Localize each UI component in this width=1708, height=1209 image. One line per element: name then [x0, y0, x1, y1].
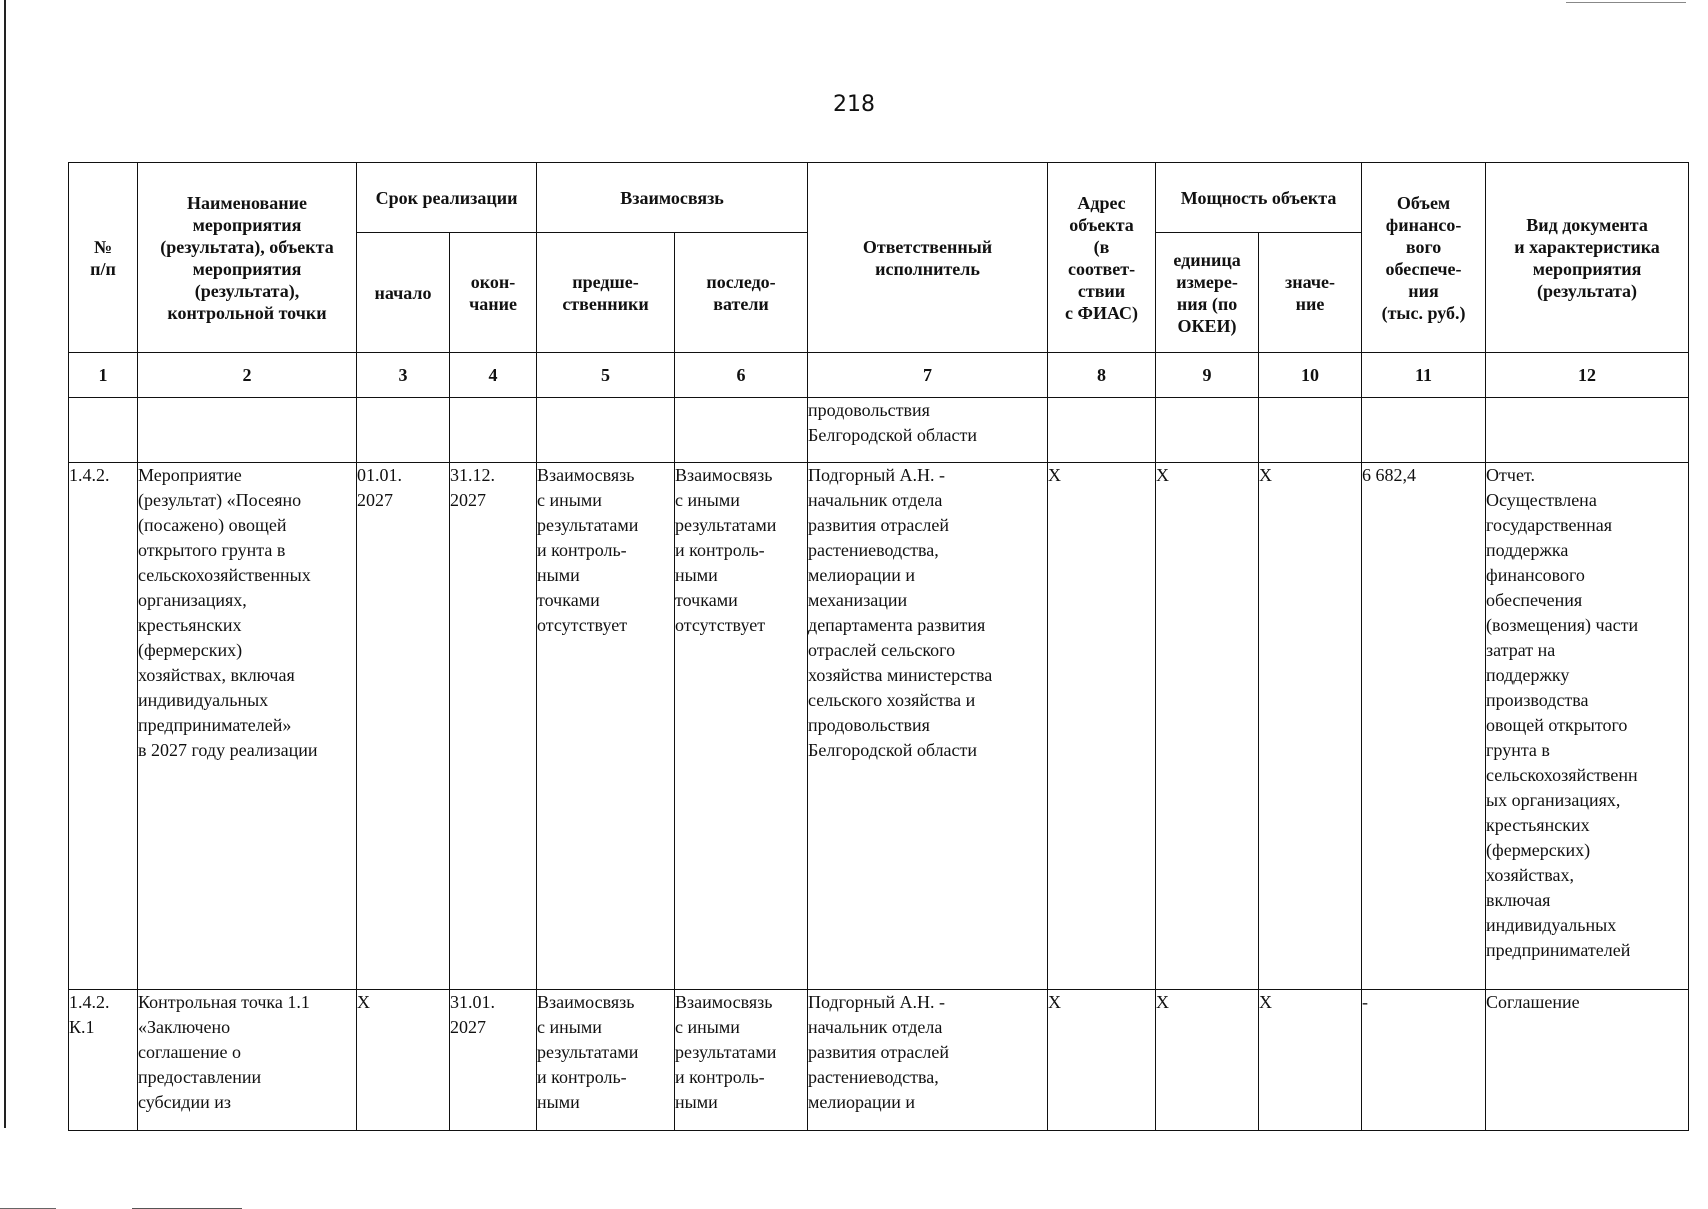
cell-value: X [1259, 463, 1362, 990]
cell-name: Мероприятие (результат) «Посеяно (посажено) овощей открытого грунта в сельскохозяйственных организациях, крестьянских (фермерских) хозяйствах, включая индивидуальных предпринимателей» в 2027 году реализации [138, 463, 357, 990]
cell-successors: Взаимосвязь с иными результатами и контроль- ными точками отсутствует [675, 463, 808, 990]
cell-finance: 6 682,4 [1362, 463, 1486, 990]
cell-address: X [1048, 990, 1156, 1131]
cell-doc-type: Отчет. Осуществлена государственная поддержка финансового обеспечения (возмещения) части затрат на поддержку производства овощей открытого грунта в сельскохозяйственн ых организациях, крестьянских (фермерских) хозяйствах, включая индивидуальных предпринимателей [1486, 463, 1689, 990]
header-capacity: Мощность объекта [1156, 163, 1362, 233]
table-row-1-4-2 [69, 463, 1689, 990]
header-term-end: окон- чание [450, 233, 537, 353]
column-number: 8 [1048, 353, 1156, 398]
header-finance: Объем финансо- вого обеспече- ния (тыс. руб.) [1362, 163, 1486, 353]
column-number: 6 [675, 353, 808, 398]
cell-unit: X [1156, 463, 1259, 990]
column-number: 10 [1259, 353, 1362, 398]
cell-value: X [1259, 990, 1362, 1131]
page-number: 218 [833, 92, 875, 117]
cell-end: 31.01. 2027 [450, 990, 537, 1131]
header-predecessors: предше- ственники [537, 233, 675, 353]
column-number: 2 [138, 353, 357, 398]
header-capacity-value: значе- ние [1259, 233, 1362, 353]
header-name: Наименование мероприятия (результата), объекта мероприятия (результата), контрольной точки [138, 163, 357, 353]
header-doc-type: Вид документа и характеристика мероприятия (результата) [1486, 163, 1689, 353]
cell-responsible: Подгорный А.Н. - начальник отдела развития отраслей растениеводства, мелиорации и [808, 990, 1048, 1131]
cell-end: 31.12. 2027 [450, 463, 537, 990]
cell-name: Контрольная точка 1.1 «Заключено соглашение о предоставлении субсидии из [138, 990, 357, 1131]
cell-address: X [1048, 463, 1156, 990]
header-successors: последо- ватели [675, 233, 808, 353]
cell-predecessors: Взаимосвязь с иными результатами и контроль- ными [537, 990, 675, 1131]
column-number: 12 [1486, 353, 1689, 398]
column-number: 11 [1362, 353, 1486, 398]
scan-artifact-line [1566, 2, 1686, 3]
cell-num: 1.4.2. [69, 463, 138, 990]
cell-start: 01.01. 2027 [357, 463, 450, 990]
header-num: № п/п [69, 163, 138, 353]
column-number: 9 [1156, 353, 1259, 398]
cell-responsible: продовольствия Белгородской области [808, 398, 1048, 463]
cell-finance: - [1362, 990, 1486, 1131]
plan-table [68, 162, 1689, 1131]
cell-successors: Взаимосвязь с иными результатами и контроль- ными [675, 990, 808, 1131]
header-address: Адрес объекта (в соответ- ствии с ФИАС) [1048, 163, 1156, 353]
cell-start: X [357, 990, 450, 1131]
cell-unit: X [1156, 990, 1259, 1131]
table-row-1-4-2-k1 [69, 990, 1689, 1131]
column-number: 3 [357, 353, 450, 398]
column-number: 5 [537, 353, 675, 398]
column-number-row [69, 353, 1689, 398]
header-responsible: Ответственный исполнитель [808, 163, 1048, 353]
cell-doc-type: Соглашение [1486, 990, 1689, 1131]
cell-num: 1.4.2. К.1 [69, 990, 138, 1131]
cell-responsible: Подгорный А.Н. - начальник отдела развития отраслей растениеводства, мелиорации и механизации департамента развития отраслей сельского хозяйства министерства сельского хозяйства и продовольствия Белгородской области [808, 463, 1048, 990]
column-number: 4 [450, 353, 537, 398]
header-capacity-unit: единица измере- ния (по ОКЕИ) [1156, 233, 1259, 353]
header-link: Взаимосвязь [537, 163, 808, 233]
column-number: 1 [69, 353, 138, 398]
column-number: 7 [808, 353, 1048, 398]
header-term: Срок реализации [357, 163, 537, 233]
table-row-continuation [69, 398, 1689, 463]
header-term-start: начало [357, 233, 450, 353]
page-left-border [4, 0, 6, 1128]
cell-predecessors: Взаимосвязь с иными результатами и контроль- ными точками отсутствует [537, 463, 675, 990]
